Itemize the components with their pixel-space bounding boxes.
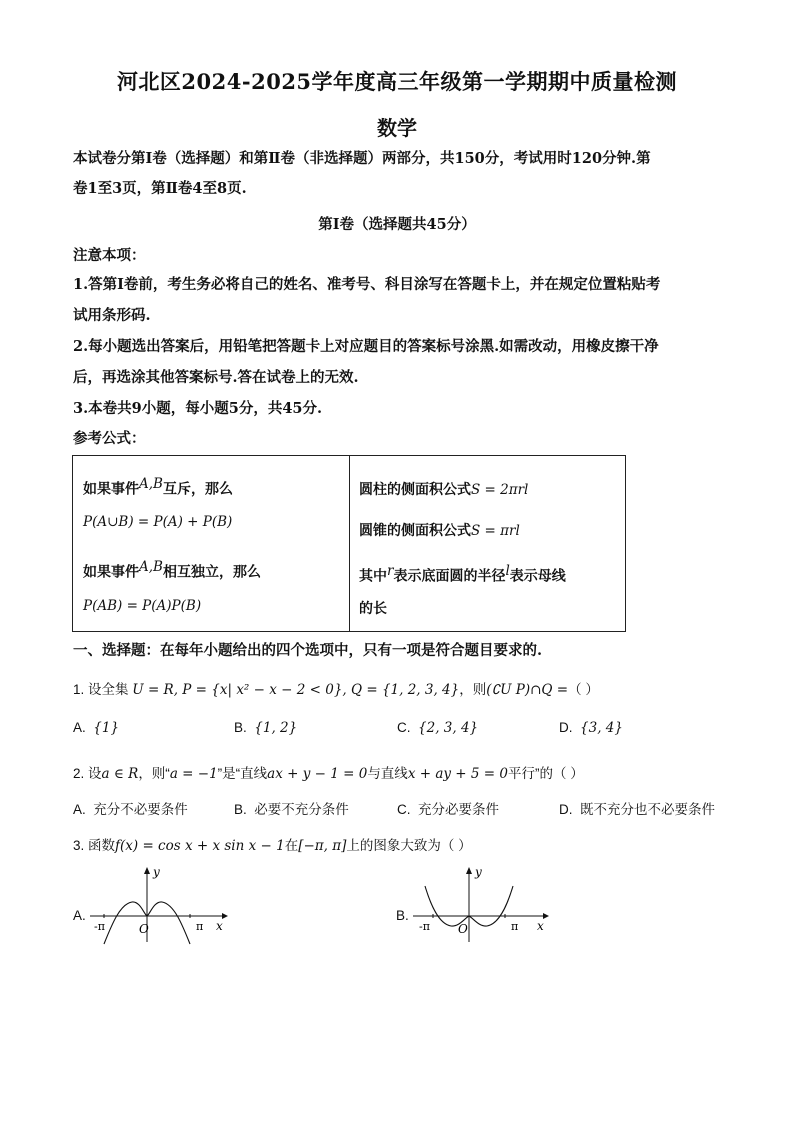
left-row-3: [83, 559, 261, 582]
right-row-1: [359, 479, 528, 499]
x-axis-label: x: [216, 919, 223, 933]
left-row-3-text: 如果事件: [83, 564, 139, 581]
option-value: {2, 3, 4}: [418, 720, 479, 736]
q2-math-4: x + ay + 5 = 0: [407, 766, 508, 782]
note-2-line-2: 后，再选涂其他答案标号.答在试卷上的无效.: [73, 369, 359, 386]
q3-math-2: [−π, π]: [298, 838, 347, 854]
right-row-2-math: S = πrl: [471, 523, 520, 539]
right-row-3-b: 表示底面圆的半径: [393, 568, 506, 585]
question-1: [73, 678, 599, 698]
q3-prefix: 3. 函数: [73, 838, 116, 853]
neg-pi-label: -π: [419, 920, 430, 933]
y-axis-label: y: [475, 865, 482, 879]
intro-line-1: 本试卷分第Ⅰ卷（选择题）和第Ⅱ卷（非选择题）两部分，共150分，考试用时120分钟.第: [73, 150, 651, 167]
q2-prefix: 2. 设: [73, 766, 102, 781]
q1-suffix-a: ，则: [459, 682, 487, 697]
note-1-line-1: 1.答第Ⅰ卷前，考生务必将自己的姓名、准考号、科目涂写在答题卡上，并在规定位置粘贴考: [73, 276, 661, 293]
right-row-2: [359, 520, 520, 540]
q3-option-a-label[interactable]: A.: [73, 908, 86, 923]
formula-heading: 参考公式：: [73, 430, 146, 447]
option-label: C.: [397, 802, 411, 817]
right-row-1-text: 圆柱的侧面积公式: [359, 482, 471, 498]
right-row-3: [359, 563, 566, 586]
left-row-4-formula: P(AB) = P(A)P(B): [83, 598, 202, 614]
left-row-3-tail: 相互独立，那么: [162, 564, 261, 581]
option-value: 既不充分也不必要条件: [580, 802, 716, 817]
q2-option-d[interactable]: [559, 798, 715, 818]
right-row-1-math: S = 2πrl: [471, 482, 529, 498]
neg-pi-label: -π: [94, 920, 105, 933]
left-row-3-math: A,B: [139, 559, 163, 575]
note-1-line-2: 试用条形码.: [73, 307, 151, 324]
section-1-heading: 一、选择题：在每年小题给出的四个选项中，只有一项是符合题目要求的.: [73, 642, 543, 659]
subject-title: 数学: [377, 116, 417, 140]
left-row-2-formula: P(A∪B) = P(A) + P(B): [83, 514, 233, 530]
note-3: 3.本卷共9小题，每小题5分，共45分.: [73, 400, 323, 417]
q2-option-b[interactable]: [234, 798, 349, 818]
q1-option-b[interactable]: [234, 720, 297, 736]
pos-pi-label: π: [196, 920, 204, 933]
right-row-4: 的长: [359, 601, 387, 617]
right-row-3-a: 其中: [359, 568, 387, 585]
q3-option-b-label[interactable]: B.: [396, 908, 409, 923]
q2-option-a[interactable]: [73, 798, 188, 818]
q2-text-3: 与直线: [367, 766, 408, 781]
q3-graph-a[interactable]: [90, 862, 240, 947]
option-label: D.: [559, 802, 573, 817]
option-value: 充分不必要条件: [93, 802, 188, 817]
q2-math-3: ax + y − 1 = 0: [267, 766, 368, 782]
q1-option-d[interactable]: [559, 720, 623, 736]
q2-math-2: a = −1: [169, 766, 218, 782]
right-row-3-c: 表示母线: [509, 568, 566, 585]
q1-option-c[interactable]: [397, 720, 478, 736]
option-value: 充分必要条件: [418, 802, 500, 817]
right-row-2-text: 圆锥的侧面积公式: [359, 523, 471, 539]
q3-graph-b[interactable]: [413, 862, 563, 947]
left-row-1-math: A,B: [139, 476, 163, 492]
intro-line-2: 卷1至3页，第Ⅱ卷4至8页.: [73, 180, 247, 197]
option-value: 必要不充分条件: [254, 802, 349, 817]
q1-suffix-math: (∁U P)∩Q =: [486, 682, 569, 698]
q1-option-a[interactable]: [73, 720, 119, 736]
q1-math: U = R, P = {x| x² − x − 2 < 0}, Q = {1, 2, 3, 4}: [132, 682, 460, 698]
origin-label: O: [458, 922, 468, 936]
q2-text-2: ”是“直线: [217, 766, 268, 781]
option-label: D.: [559, 720, 573, 735]
left-row-1: [83, 476, 233, 499]
question-2: [73, 762, 584, 782]
y-axis-arrow-icon: [144, 867, 150, 874]
q1-prefix: 1. 设全集: [73, 682, 129, 697]
x-axis-label: x: [537, 919, 544, 933]
question-3: [73, 834, 472, 854]
q2-text-4: 平行”的（ ）: [507, 766, 584, 781]
option-value: {1}: [93, 720, 120, 736]
q2-option-c[interactable]: [397, 798, 499, 818]
option-label: B.: [234, 720, 247, 735]
note-2-line-1: 2.每小题选出答案后，用铅笔把答题卡上对应题目的答案标号涂黑.如需改动，用橡皮擦干净: [73, 338, 659, 355]
right-row-3-r: r: [387, 563, 394, 579]
option-value: {1, 2}: [254, 720, 298, 736]
y-axis-label: y: [153, 865, 160, 879]
pos-pi-label: π: [511, 920, 519, 933]
formula-table: [72, 455, 626, 632]
q2-math-1: a ∈ R: [101, 766, 139, 782]
right-row-3-l: l: [505, 563, 510, 579]
option-label: A.: [73, 802, 86, 817]
q3-text-2: 上的图象大致为（ ）: [346, 838, 472, 853]
q3-text-1: 在: [284, 838, 299, 853]
q2-text-1: ，则“: [138, 766, 170, 781]
option-label: C.: [397, 720, 411, 735]
q3-math: f(x) = cos x + x sin x − 1: [115, 838, 285, 854]
option-label: B.: [234, 802, 247, 817]
exam-title: 河北区2024-2025学年度高三年级第一学期期中质量检测: [116, 69, 678, 94]
x-axis-arrow-icon: [543, 913, 549, 919]
section-title: 第Ⅰ卷（选择题共45分）: [318, 216, 476, 233]
option-label: A.: [73, 720, 86, 735]
x-axis-arrow-icon: [222, 913, 228, 919]
table-divider: [349, 456, 350, 631]
notes-heading: 注意本项：: [73, 247, 146, 264]
left-row-1-tail: 互斥，那么: [162, 481, 233, 498]
q1-suffix-b: （ ）: [568, 682, 599, 697]
option-value: {3, 4}: [580, 720, 623, 736]
origin-label: O: [139, 922, 149, 936]
left-row-1-text: 如果事件: [83, 481, 139, 498]
y-axis-arrow-icon: [466, 867, 472, 874]
